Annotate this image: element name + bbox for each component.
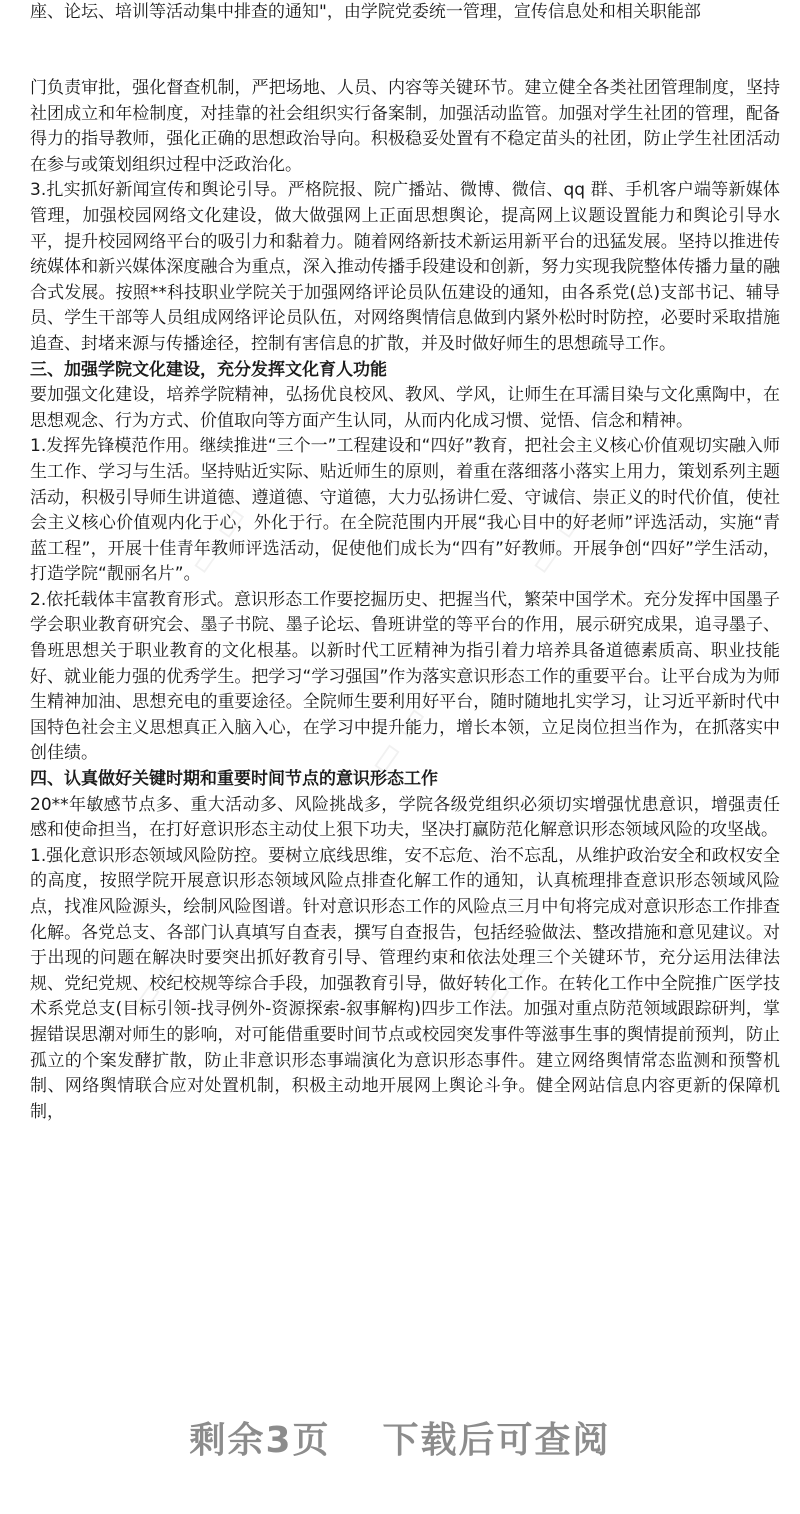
top-text-fragment: 座、论坛、培训等活动集中排查的通知"，由学院党委统一管理，宣传信息处和相关职能部 — [30, 2, 701, 22]
section-heading: 四、认真做好关键时期和重要时间节点的意识形态工作 — [30, 769, 438, 790]
paragraph: 3.扎实抓好新闻宣传和舆论引导。严格院报、院广播站、微博、微信、qq 群、手机客户端等新媒体管理，加强校园网络文化建设，做大做强网上正面思想舆论，提高网上议题设置能力和舆论引导水平，提升校园网络平台的吸引力和黏着力。随着网络新技术新运用新平台的迅猛发展。坚持以推进传统媒体和新兴媒体深度融合为重点，深入推动传播手段建设和创新，努力实现我院整体传播力量的融合式发展。按照**科技职业学院关于加强网络评论员队伍建设的通知，由各系党(总)支部书记、辅导员、学生干部等人员组成网络评论员队伍，对网络舆情信息做到内紧外松时时防控，必要时采取措施追查、封堵来源与传播途径，控制有害信息的扩散，并及时做好师生的思想疏导工作。 — [30, 180, 780, 354]
download-to-view-label: 下载后可查阅 — [382, 1420, 611, 1461]
watermark-graphic: ▭ ▭ — [179, 497, 256, 583]
watermark-graphic: ▭ ▭ — [119, 937, 196, 1023]
document-body — [30, 76, 780, 1125]
section-heading: 三、加强学院文化建设，充分发挥文化育人功能 — [30, 359, 387, 380]
download-prompt[interactable] — [0, 1412, 800, 1463]
watermark-graphic: ▭ ▭ — [359, 697, 436, 783]
paragraph: 20**年敏感节点多、重大活动多、风险挑战多，学院各级党组织必须切实增强忧患意识，增强责任感和使命担当，在打好意识形态主动仗上狠下功夫，坚决打赢防范化解意识形态领域风险的攻坚战。 — [30, 794, 780, 841]
remaining-pages-label: 剩余3页 — [189, 1420, 331, 1461]
watermark-graphic: ▭ ▭ — [519, 497, 596, 583]
paragraph: 门负责审批，强化督查机制，严把场地、人员、内容等关键环节。建立健全各类社团管理制度，坚持社团成立和年检制度，对挂靠的社会组织实行备案制，加强活动监管。加强对学生社团的管理，配备得力的指导教师，强化正确的思想政治导向。积极稳妥处置有不稳定苗头的社团，防止学生社团活动在参与或策划组织过程中泛政治化。 — [30, 78, 780, 175]
paragraph: 1.强化意识形态领域风险防控。要树立底线思维，安不忘危、治不忘乱，从维护政治安全和政权安全的高度，按照学院开展意识形态领域风险点排查化解工作的通知，认真梳理排查意识形态领域风险点，找准风险源头，绘制风险图谱。针对意识形态工作的风险点三月中旬将完成对意识形态工作排查化解。各党总支、各部门认真填写自查表，撰写自查报告，包括经验做法、整改措施和意见建议。对于出现的问题在解决时要突出抓好教育引导、管理约束和依法处理三个关键环节，充分运用法律法规、党纪党规、校纪校规等综合手段，加强教育引导，做好转化工作。在转化工作中全院推广医学技术系党总支(目标引领-找寻例外-资源探索-叙事解构)四步工作法。加强对重点防范领域跟踪研判，掌握错误思潮对师生的影响，对可能借重要时间节点或校园突发事件等滋事生事的舆情提前预判，防止孤立的个案发酵扩散，防止非意识形态事端演化为意识形态事件。建立网络舆情常态监测和预警机制、网络舆情联合应对处置机制，积极主动地开展网上舆论斗争。健全网站信息内容更新的保障机制， — [30, 845, 780, 1122]
paragraph: 1.发挥先锋模范作用。继续推进“三个一”工程建设和“四好”教育，把社会主义核心价值观切实融入师生工作、学习与生活。坚持贴近实际、贴近师生的原则，着重在落细落小落实上用力，策划系列主题活动，积极引导师生讲道德、遵道德、守道德，大力弘扬讲仁爱、守诚信、崇正义的时代价值，使社会主义核心价值观内化于心，外化于行。在全院范围内开展“我心目中的好老师”评选活动，实施“青蓝工程”，开展十佳青年教师评选活动，促使他们成长为“四有”好教师。开展争创“四好”学生活动，打造学院“靓丽名片”。 — [30, 436, 780, 585]
paragraph: 2.依托载体丰富教育形式。意识形态工作要挖掘历史、把握当代，繁荣中国学术。充分发挥中国墨子学会职业教育研究会、墨子书院、墨子论坛、鲁班讲堂的等平台的作用，展示研究成果，追寻墨子、鲁班思想关于职业教育的文化根基。以新时代工匠精神为指引着力培养具备道德素质高、职业技能好、就业能力强的优秀学生。把学习“学习强国”作为落实意识形态工作的重要平台。让平台成为为师生精神加油、思想充电的重要途径。全院师生要利用好平台，随时随地扎实学习，让习近平新时代中国特色社会主义思想真正入脑入心，在学习中提升能力，增长本领，立足岗位担当作为，在抓落实中创佳绩。 — [30, 589, 780, 764]
paragraph: 要加强文化建设，培养学院精神，弘扬优良校风、教风、学风，让师生在耳濡目染与文化熏陶中，在思想观念、行为方式、价值取向等方面产生认同，从而内化成习惯、觉悟、信念和精神。 — [30, 385, 780, 431]
watermark-graphic: ▭ ▭ — [469, 937, 546, 1023]
